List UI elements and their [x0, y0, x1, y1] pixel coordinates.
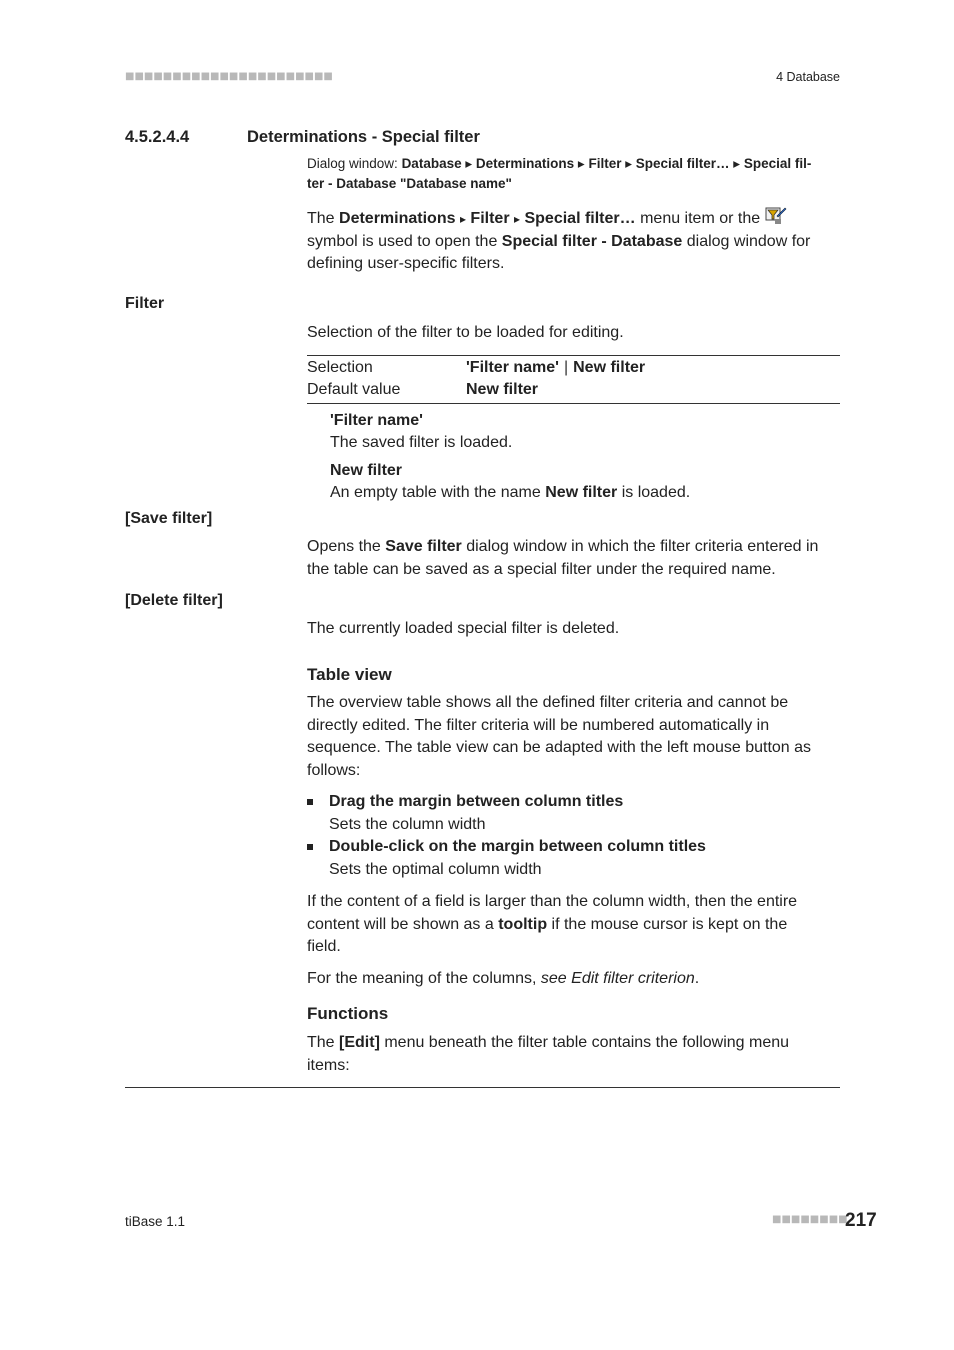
dialog-name: Special filter - Database — [501, 232, 683, 250]
option-title: New filter — [330, 462, 403, 479]
section-rule — [125, 1087, 840, 1088]
intro-text: dialog window for — [682, 232, 811, 250]
dialog-path: Dialog window: Database ▸ Determinations ▸ Filter ▸ Special filter… ▸ Special fil- ter - Database "Database name" — [307, 156, 812, 191]
intro-text: defining user-specific filters. — [307, 255, 505, 272]
bullet-description: Sets the column width — [329, 816, 486, 833]
arrow-glyph: ▸ — [514, 212, 521, 226]
tooltip-term: tooltip — [498, 915, 548, 933]
footer-dots: ■■■■■■■■ — [772, 1214, 848, 1225]
option-new-filter — [330, 460, 690, 504]
tooltip-paragraph — [307, 891, 842, 959]
functions-heading: Functions — [307, 1004, 389, 1023]
table-view-paragraph — [307, 692, 842, 782]
bullet-description: Sets the optimal column width — [329, 861, 542, 878]
chapter-label: 4 Database — [776, 70, 840, 84]
delete-filter-term: [Delete filter] — [125, 592, 223, 609]
para-text: The — [307, 1034, 340, 1051]
intro-paragraph — [307, 207, 842, 276]
para-line: if the mouse cursor is kept on the — [547, 915, 788, 933]
para-line: directly edited. The filter criteria will be numbered automatically in — [307, 716, 770, 734]
dialog-path-item: Special filter… — [635, 156, 730, 171]
filter-term: Filter — [125, 295, 165, 312]
save-filter-term: [Save filter] — [125, 510, 213, 527]
bullet-square — [307, 799, 313, 805]
page-number: 217 — [845, 1210, 877, 1231]
option-text: An empty table with the name — [330, 484, 546, 501]
option-filter-name — [330, 410, 512, 454]
footer-product: tiBase 1.1 — [125, 1214, 186, 1229]
special-filter-icon — [765, 207, 787, 225]
para-text: menu beneath the filter table contains the following menu — [379, 1034, 790, 1051]
dialog-path-item: Database — [401, 156, 462, 171]
save-filter-description — [307, 536, 842, 581]
save-filter-text: Opens the — [307, 538, 386, 555]
para-line: field. — [307, 938, 341, 955]
para-text: For the meaning of the columns, — [307, 970, 541, 987]
intro-text: The — [307, 210, 340, 227]
menu-determinations: Determinations — [339, 210, 456, 227]
option-description — [330, 482, 690, 504]
default-value-text: New filter — [466, 381, 539, 398]
menu-special-filter: Special filter… — [524, 210, 636, 227]
para-line: The overview table shows all the defined filter criteria and cannot be — [307, 694, 789, 711]
section-number: 4.5.2.4.4 — [125, 128, 190, 146]
edit-menu-name: [Edit] — [339, 1034, 380, 1051]
default-value — [466, 379, 538, 401]
para-line: follows: — [307, 761, 361, 779]
option-text: is loaded. — [617, 484, 691, 501]
functions-paragraph — [307, 1032, 842, 1077]
default-label: Default value — [307, 381, 401, 398]
header-dots: ■■■■■■■■■■■■■■■■■■■■■■ — [125, 71, 333, 82]
menu-filter: Filter — [470, 210, 510, 227]
selection-value: 'Filter name' — [466, 359, 559, 376]
intro-text: menu item or the — [635, 210, 765, 227]
para-text: . — [694, 970, 700, 987]
para-text: items: — [307, 1056, 350, 1074]
table-view-heading: Table view — [307, 665, 392, 684]
selection-values — [466, 357, 645, 379]
para-line: If the content of a field is larger than the column width, then the entire — [307, 893, 798, 910]
selection-table — [307, 355, 840, 404]
filter-description: Selection of the filter to be loaded for editing. — [307, 324, 624, 341]
selection-separator: | — [563, 359, 569, 376]
dialog-path-prefix: Dialog window: — [307, 156, 398, 171]
delete-filter-description: The currently loaded special filter is deleted. — [307, 620, 620, 637]
option-title: 'Filter name' — [330, 412, 423, 429]
default-row — [307, 379, 840, 401]
save-filter-text: dialog window in which the filter criteria entered in — [461, 538, 819, 555]
bullet-square — [307, 844, 313, 850]
dialog-path-item: Special fil- — [743, 156, 812, 171]
save-filter-dialog-name: Save filter — [385, 538, 462, 555]
bullet-title: Double-click on the margin between column titles — [329, 838, 706, 855]
para-line: sequence. The table view can be adapted with the left mouse button as — [307, 739, 812, 756]
para-line: content will be shown as a — [307, 915, 499, 933]
cross-reference-link[interactable]: see Edit filter criterion — [540, 970, 695, 987]
selection-value: New filter — [573, 359, 646, 376]
arrow-glyph: ▸ — [459, 212, 466, 226]
option-description: The saved filter is loaded. — [330, 434, 513, 451]
selection-label: Selection — [307, 359, 373, 376]
intro-text: symbol is used to open the — [307, 232, 502, 250]
dialog-path-item: ter - Database "Database name" — [307, 176, 512, 191]
selection-row — [307, 357, 840, 379]
dialog-path-item: Determinations — [475, 156, 575, 171]
section-title: Determinations - Special filter — [247, 128, 480, 146]
dialog-path-item: Filter — [588, 156, 622, 171]
option-text-bold: New filter — [545, 484, 618, 501]
meaning-paragraph — [307, 968, 842, 991]
save-filter-text: the table can be saved as a special filter under the required name. — [307, 560, 776, 578]
bullet-title: Drag the margin between column titles — [329, 793, 624, 810]
